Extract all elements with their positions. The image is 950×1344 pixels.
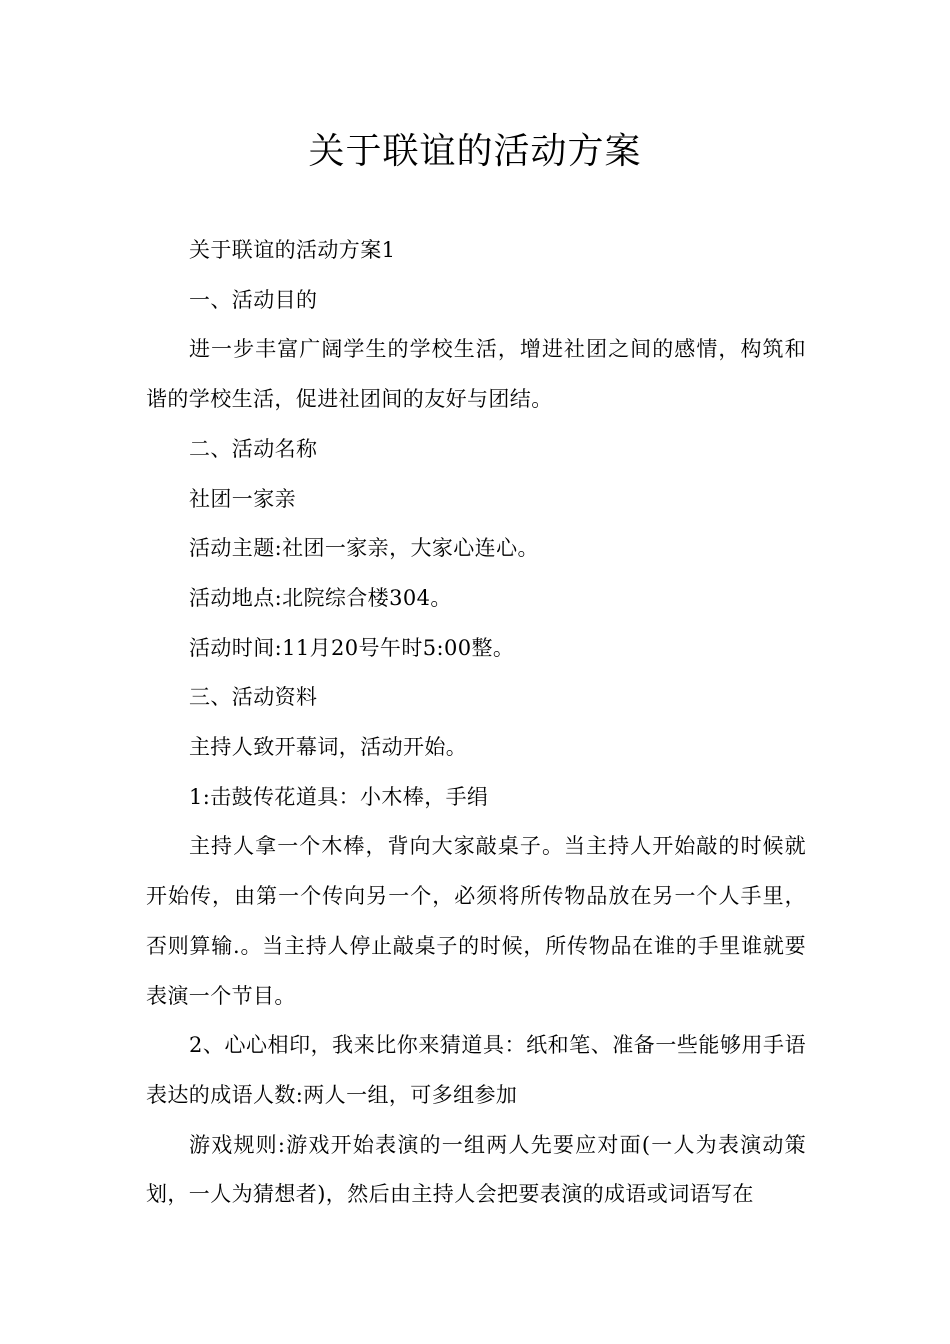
document-title: 关于联谊的活动方案 bbox=[308, 131, 642, 172]
paragraph-activity-theme: 活动主题:社团一家亲，大家心连心。 bbox=[189, 536, 539, 561]
paragraph-activity-location: 活动地点:北院综合楼304。 bbox=[189, 585, 452, 610]
document-body bbox=[146, 226, 806, 1220]
paragraph-opening: 主持人致开幕词，活动开始。 bbox=[189, 735, 468, 760]
paragraph-plan-heading: 关于联谊的活动方案1 bbox=[189, 238, 396, 262]
paragraph-game-1-rules: 主持人拿一个木棒，背向大家敲桌子。当主持人开始敲的时候就开始传，由第一个传向另一个，必须将所传物品放在另一个人手里，否则算输.。当主持人停止敲桌子的时候，所传物品在谁的手里谁就要表演一个节目。 bbox=[146, 834, 806, 1008]
paragraph-section-name: 二、活动名称 bbox=[189, 436, 318, 461]
paragraph-section-content: 三、活动资料 bbox=[189, 685, 318, 710]
paragraph-activity-name: 社团一家亲 bbox=[189, 486, 296, 511]
paragraph-activity-time: 活动时间:11月20号午时5:00整。 bbox=[189, 635, 515, 660]
paragraph-purpose-text: 进一步丰富广阔学生的学校生活，增进社团之间的感情，构筑和谐的学校生活，促进社团间的友好与团结。 bbox=[146, 337, 806, 412]
paragraph-game-1-title: 1:击鼓传花道具：小木棒，手绢 bbox=[189, 784, 489, 809]
paragraph-game-2-rules: 游戏规则:游戏开始表演的一组两人先要应对面(一人为表演动策划，一人为猜想者)，然后由主持人会把要表演的成语或词语写在 bbox=[146, 1132, 806, 1207]
paragraph-game-2-title: 2、心心相印，我来比你来猜道具：纸和笔、准备一些能够用手语表达的成语人数:两人一组，可多组参加 bbox=[146, 1033, 806, 1107]
paragraph-section-purpose: 一、活动目的 bbox=[189, 287, 318, 312]
